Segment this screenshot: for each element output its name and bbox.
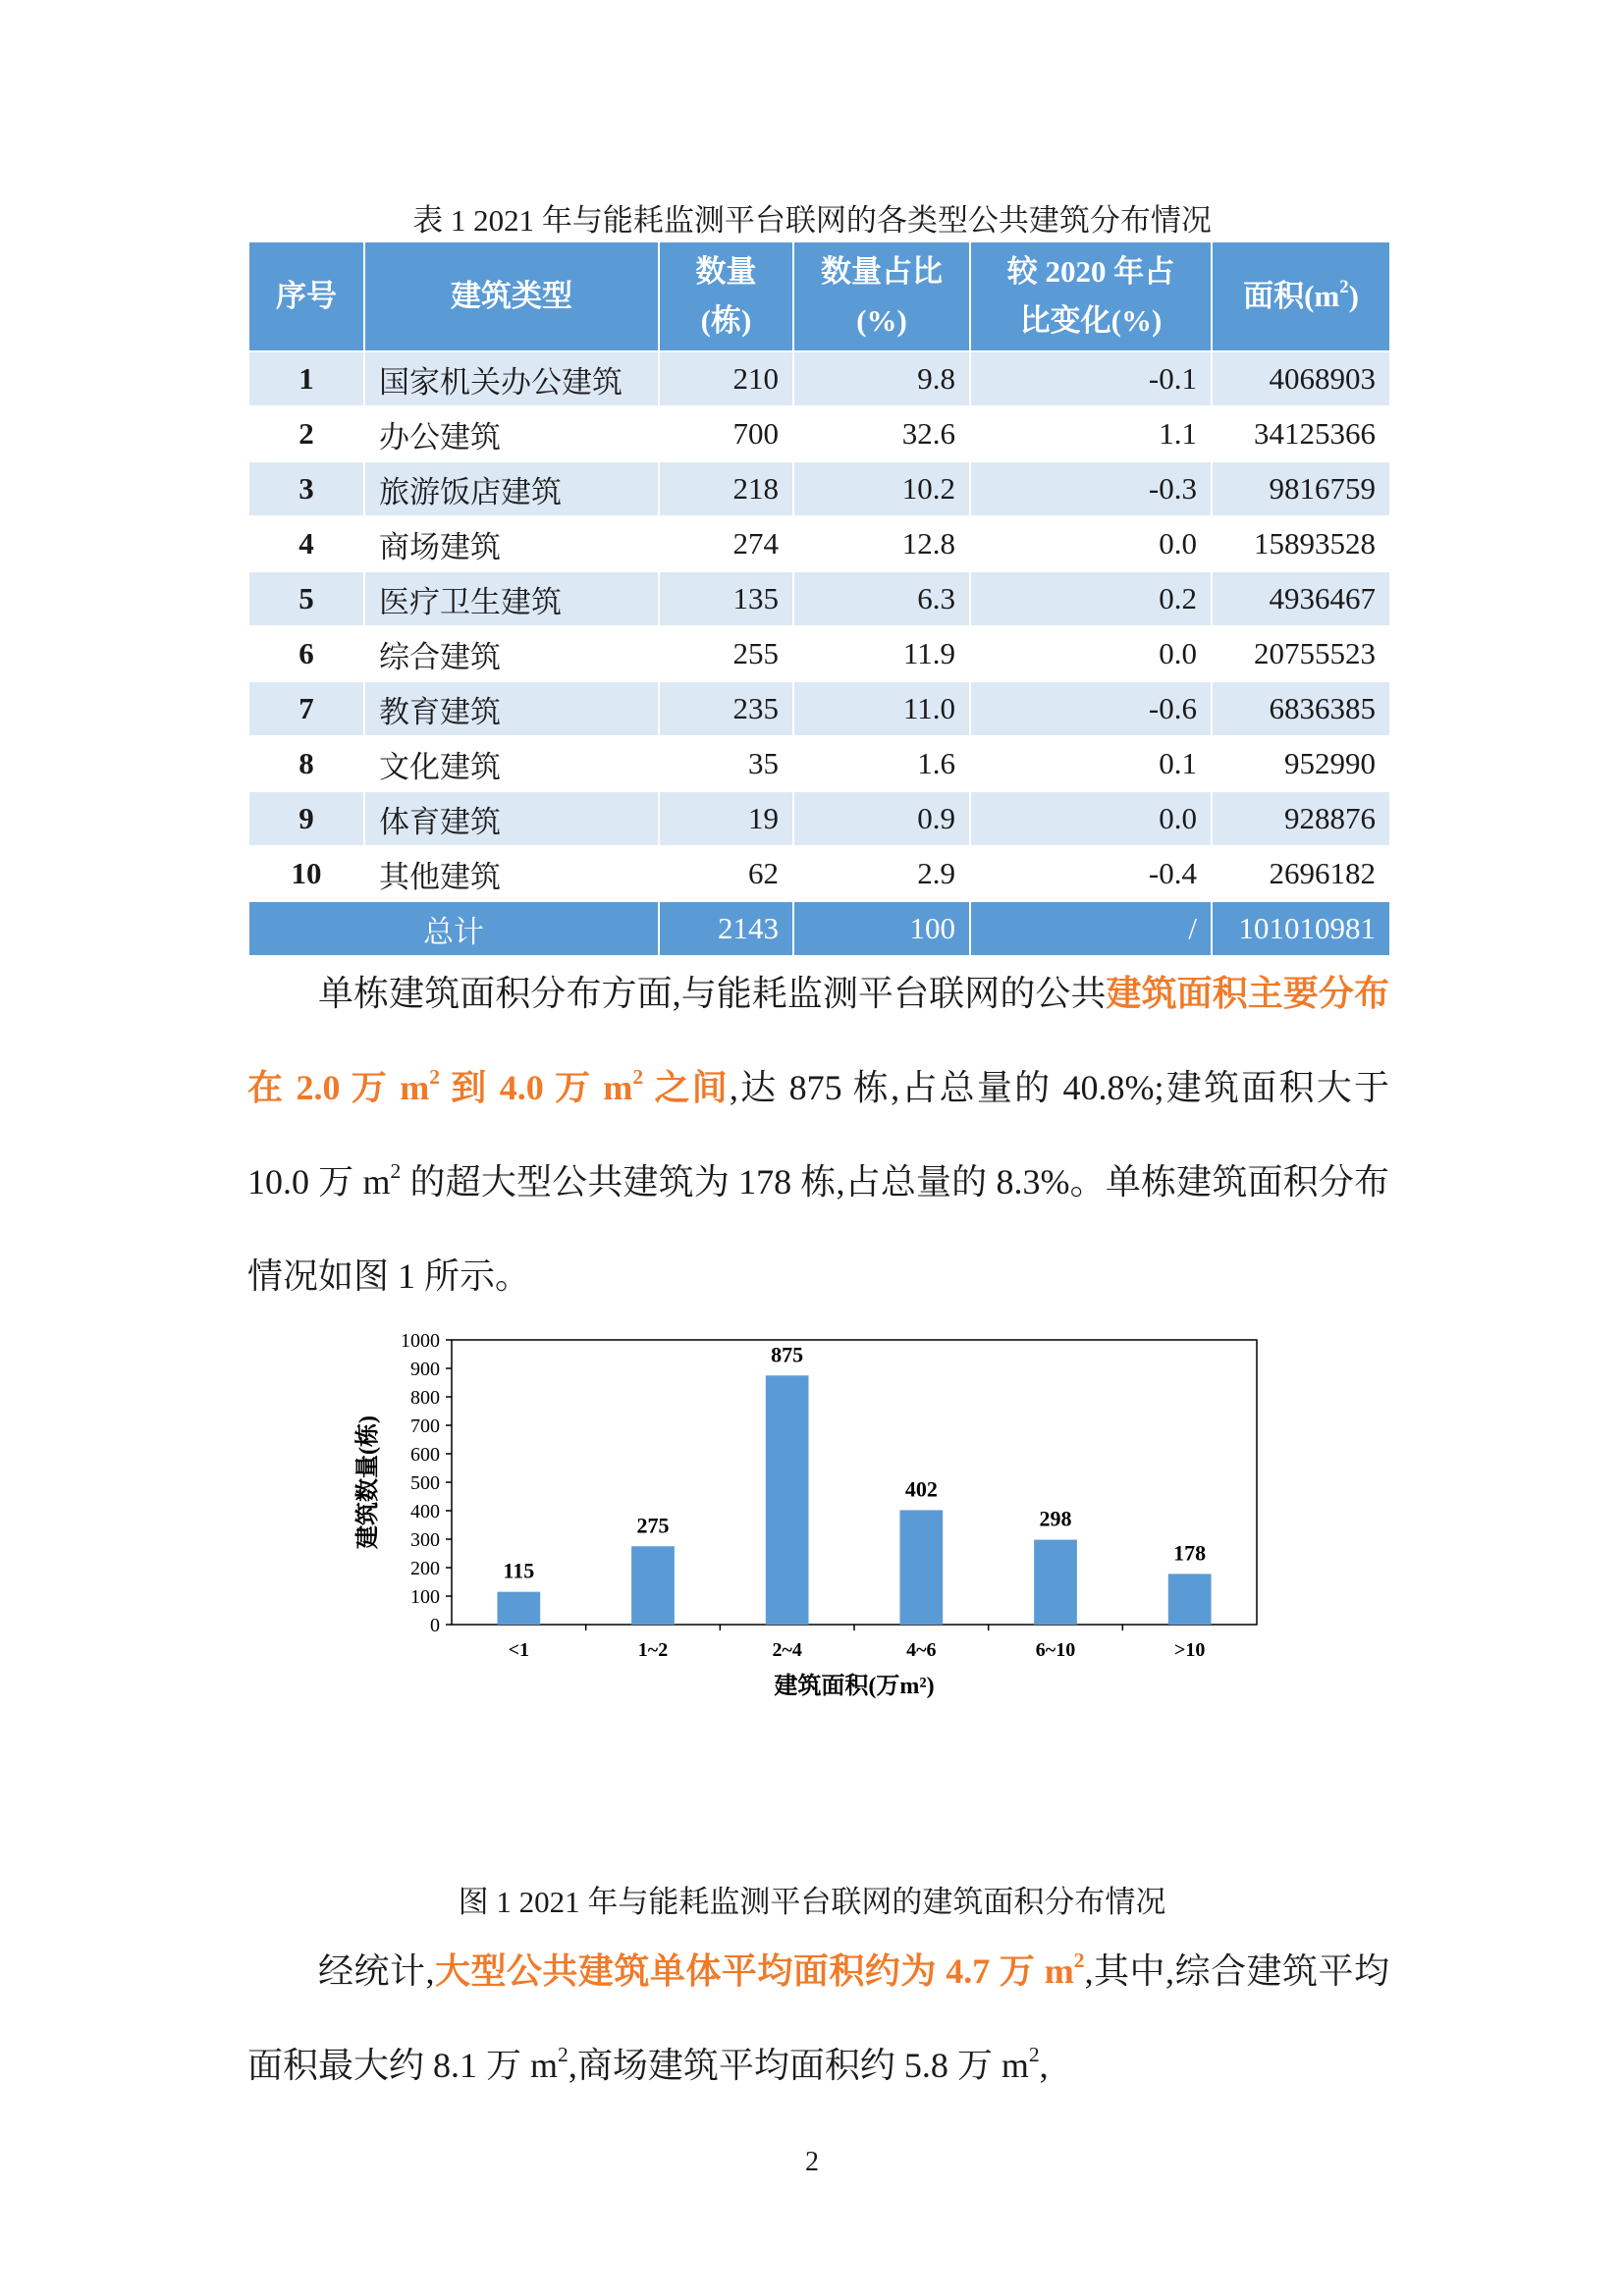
cell-building-type: 文化建筑 <box>364 736 659 791</box>
cell-building-type: 综合建筑 <box>364 626 659 681</box>
cell-count: 210 <box>659 351 793 406</box>
cell-building-type: 体育建筑 <box>364 791 659 846</box>
total-share: 100 <box>793 901 970 956</box>
cell-share: 6.3 <box>793 571 970 626</box>
total-label: 总计 <box>248 901 659 956</box>
x-tick-label: 2~4 <box>772 1639 802 1661</box>
bar <box>631 1546 675 1625</box>
table-row <box>248 516 1390 571</box>
cell-area: 15893528 <box>1212 516 1390 571</box>
bar <box>1168 1574 1212 1625</box>
bar-value-label: 178 <box>1173 1540 1207 1566</box>
cell-count: 255 <box>659 626 793 681</box>
cell-area: 9816759 <box>1212 461 1390 516</box>
cell-change: -0.6 <box>970 681 1212 736</box>
cell-index: 5 <box>248 571 364 626</box>
cell-index: 2 <box>248 406 364 461</box>
cell-share: 2.9 <box>793 846 970 901</box>
header-share: 数量占比 (%) <box>793 241 970 351</box>
table-row <box>248 571 1390 626</box>
cell-building-type: 商场建筑 <box>364 516 659 571</box>
x-tick-label: >10 <box>1173 1639 1206 1661</box>
cell-building-type: 旅游饭店建筑 <box>364 461 659 516</box>
building-type-table <box>247 240 1391 957</box>
highlight-average-area: 大型公共建筑单体平均面积约为 4.7 万 $m^2$ <box>434 1948 1085 1991</box>
cell-count: 700 <box>659 406 793 461</box>
cell-area: 2696182 <box>1212 846 1390 901</box>
cell-count: 135 <box>659 571 793 626</box>
y-axis-label: 建筑数量(栋) <box>355 1415 381 1549</box>
cell-building-type: 医疗卫生建筑 <box>364 571 659 626</box>
cell-share: 9.8 <box>793 351 970 406</box>
cell-change: 0.2 <box>970 571 1212 626</box>
cell-count: 235 <box>659 681 793 736</box>
cell-building-type: 国家机关办公建筑 <box>364 351 659 406</box>
header-area: 面积$(m^2)$ <box>1212 241 1390 351</box>
cell-area: 952990 <box>1212 736 1390 791</box>
cell-area: 4936467 <box>1212 571 1390 626</box>
header-type: 建筑类型 <box>364 241 659 351</box>
bar <box>497 1592 540 1625</box>
cell-count: 218 <box>659 461 793 516</box>
total-area: 101010981 <box>1212 901 1390 956</box>
x-axis-label: 建筑面积(万m²) <box>774 1674 935 1699</box>
x-tick-label: <1 <box>508 1639 530 1661</box>
paragraph-average-area: 经统计,大型公共建筑单体平均面积约为 4.7 万 $m^2$,其中,综合建筑平均面积最大约 8.1 万 $m^2$,商场建筑平均面积约 5.8 万 $m^2$, <box>247 1948 1389 2085</box>
table-row <box>248 461 1390 516</box>
cell-change: 0.1 <box>970 736 1212 791</box>
cell-share: 1.6 <box>793 736 970 791</box>
cell-change: 0.0 <box>970 626 1212 681</box>
bar-value-label: 298 <box>1039 1506 1072 1531</box>
bar <box>1034 1540 1077 1625</box>
cell-change: 1.1 <box>970 406 1212 461</box>
bar-value-label: 402 <box>904 1476 938 1502</box>
cell-count: 35 <box>659 736 793 791</box>
total-change: / <box>970 901 1212 956</box>
area-distribution-chart <box>344 1325 1276 1865</box>
bar <box>766 1375 809 1625</box>
y-tick-label: 700 <box>410 1415 440 1437</box>
cell-index: 3 <box>248 461 364 516</box>
cell-share: 11.0 <box>793 681 970 736</box>
header-index: 序号 <box>248 241 364 351</box>
cell-change: 0.0 <box>970 516 1212 571</box>
header-count: 数量 (栋) <box>659 241 793 351</box>
bar-value-label: 275 <box>636 1513 670 1538</box>
cell-index: 7 <box>248 681 364 736</box>
y-tick-label: 0 <box>430 1615 440 1636</box>
cell-change: -0.3 <box>970 461 1212 516</box>
y-tick-label: 200 <box>410 1558 440 1579</box>
cell-area: 34125366 <box>1212 406 1390 461</box>
cell-change: -0.4 <box>970 846 1212 901</box>
x-tick-label: 1~2 <box>637 1639 669 1661</box>
table-row <box>248 736 1390 791</box>
y-tick-label: 900 <box>410 1359 440 1380</box>
cell-building-type: 其他建筑 <box>364 846 659 901</box>
cell-building-type: 教育建筑 <box>364 681 659 736</box>
table-row <box>248 406 1390 461</box>
cell-index: 8 <box>248 736 364 791</box>
y-tick-label: 300 <box>410 1529 440 1551</box>
table-row <box>248 846 1390 901</box>
x-tick-label: 6~10 <box>1035 1639 1076 1661</box>
y-tick-label: 100 <box>410 1586 440 1608</box>
cell-share: 11.9 <box>793 626 970 681</box>
y-tick-label: 500 <box>410 1472 440 1494</box>
cell-share: 32.6 <box>793 406 970 461</box>
table-caption: 表 1 2021 年与能耗监测平台联网的各类型公共建筑分布情况 <box>412 203 1212 238</box>
cell-index: 4 <box>248 516 364 571</box>
bar-value-label: 875 <box>771 1342 804 1367</box>
highlight-area-range: 建筑面积主要分布在 2.0 万 $m^2$ 到 4.0 万 $m^2$ 之间 <box>247 974 1389 1107</box>
cell-index: 9 <box>248 791 364 846</box>
figure-caption: 图 1 2021 年与能耗监测平台联网的建筑面积分布情况 <box>458 1885 1166 1919</box>
y-tick-label: 600 <box>410 1444 440 1466</box>
paragraph-area-distribution: 单栋建筑面积分布方面,与能耗监测平台联网的公共建筑面积主要分布在 2.0 万 $m^2$ 到 4.0 万 $m^2$ 之间,达 875 栋,占总量的 40.8%;建筑面积大于 10.0 万 $m^2$ 的超大型公共建筑为 178 栋,占总量的 8.3%。单栋建筑面积分布情况如图 1 所示。 <box>247 974 1389 1296</box>
header-change: 较 2020 年占 比变化(%) <box>970 241 1212 351</box>
bar-value-label: 115 <box>503 1558 535 1583</box>
total-count: 2143 <box>659 901 793 956</box>
cell-share: 10.2 <box>793 461 970 516</box>
cell-building-type: 办公建筑 <box>364 406 659 461</box>
cell-index: 1 <box>248 351 364 406</box>
cell-share: 0.9 <box>793 791 970 846</box>
table-header-row <box>248 241 1390 351</box>
cell-change: -0.1 <box>970 351 1212 406</box>
cell-area: 6836385 <box>1212 681 1390 736</box>
table-row <box>248 791 1390 846</box>
x-tick-label: 4~6 <box>906 1639 937 1661</box>
table-row <box>248 681 1390 736</box>
table-row <box>248 351 1390 406</box>
cell-area: 4068903 <box>1212 351 1390 406</box>
cell-change: 0.0 <box>970 791 1212 846</box>
cell-index: 10 <box>248 846 364 901</box>
cell-count: 62 <box>659 846 793 901</box>
plot-frame <box>452 1340 1257 1625</box>
y-tick-label: 400 <box>410 1501 440 1522</box>
y-tick-label: 800 <box>410 1387 440 1409</box>
cell-count: 19 <box>659 791 793 846</box>
cell-index: 6 <box>248 626 364 681</box>
cell-area: 20755523 <box>1212 626 1390 681</box>
bar <box>899 1510 943 1625</box>
cell-count: 274 <box>659 516 793 571</box>
page-number: 2 <box>805 2147 819 2177</box>
cell-area: 928876 <box>1212 791 1390 846</box>
table-row <box>248 626 1390 681</box>
cell-share: 12.8 <box>793 516 970 571</box>
y-tick-label: 1000 <box>401 1330 440 1352</box>
